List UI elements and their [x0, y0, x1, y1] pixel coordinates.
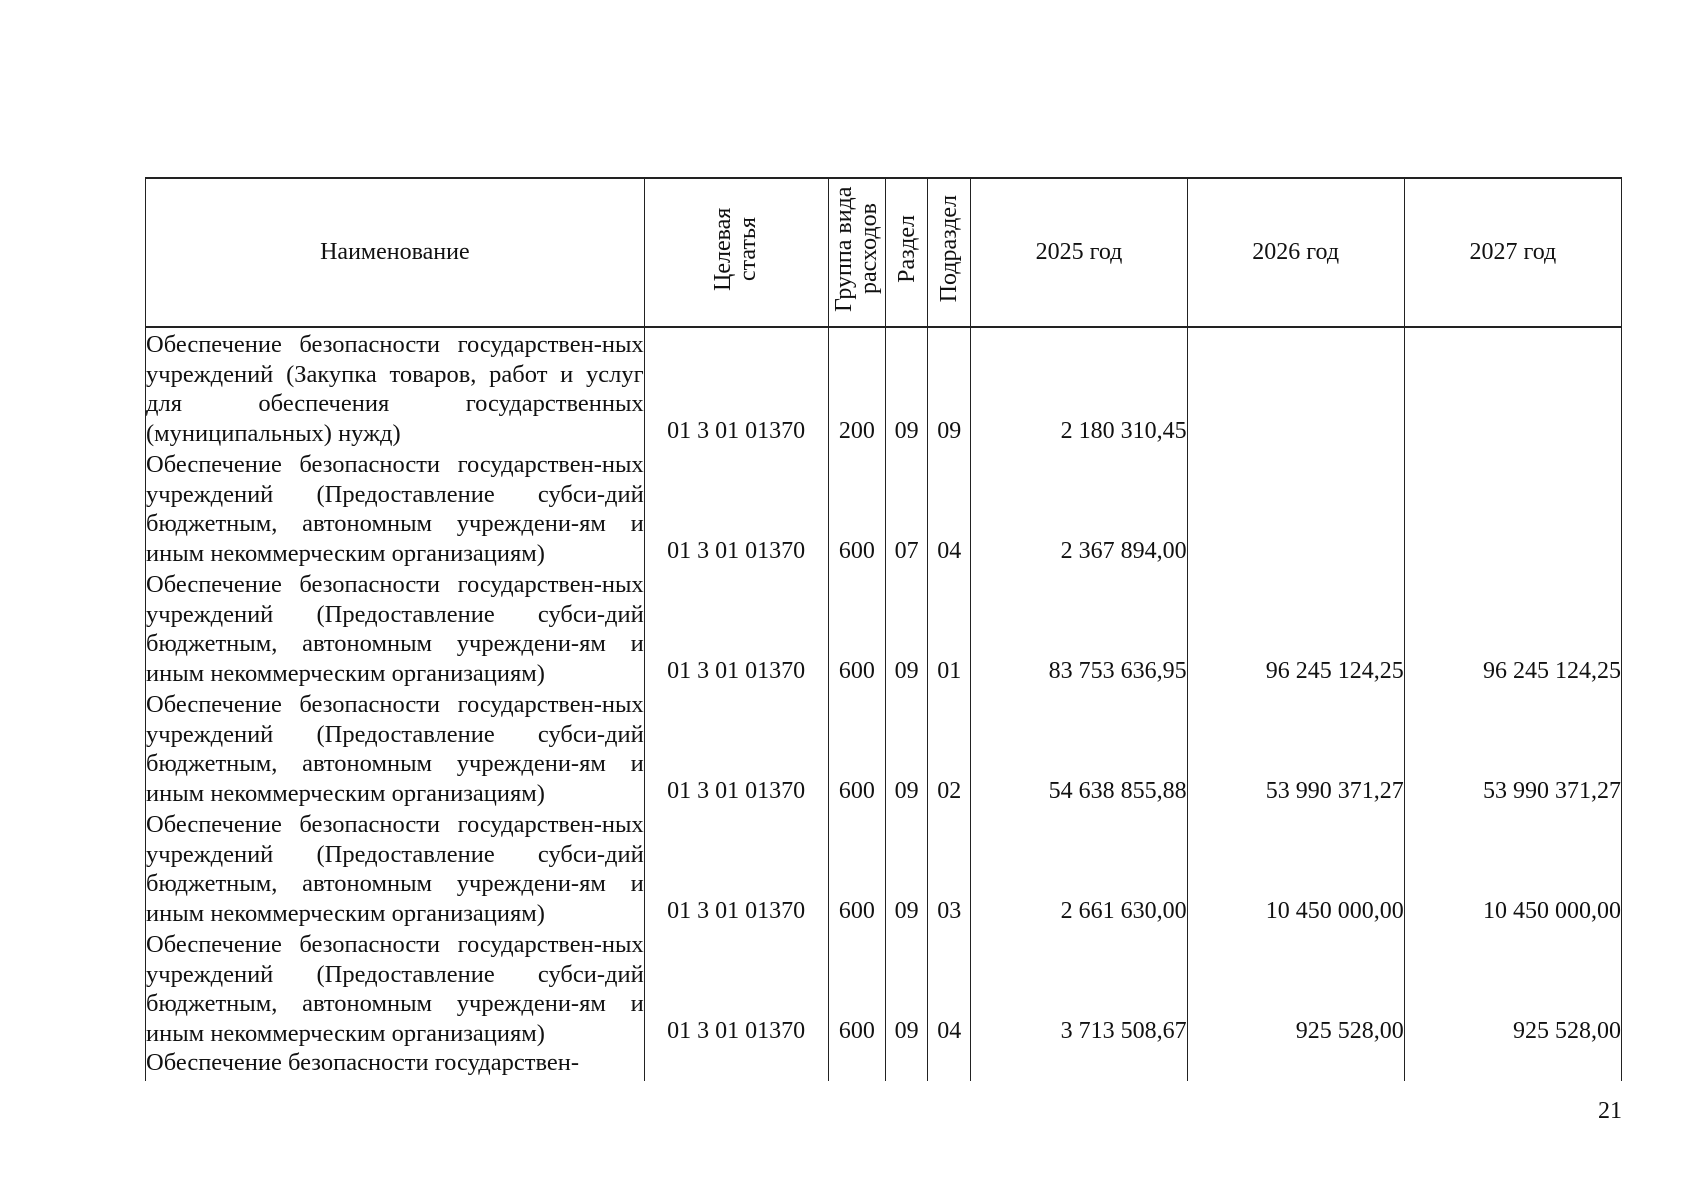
row-value-2025: 83 753 636,95 — [971, 568, 1187, 688]
row-name: Обеспечение безопасности государствен-ных учреждений (Закупка товаров, работ и услуг для обеспечения государственных (муниципальных) нужд) — [146, 327, 645, 448]
table-row-partial — [146, 1048, 1622, 1081]
header-subsection: Подраздел — [928, 178, 971, 327]
row-expense-group: 200 — [828, 327, 885, 448]
table-row — [146, 688, 1622, 808]
row-name: Обеспечение безопасности государствен-ных учреждений (Предоставление субси-дий бюджетным, автономным учреждени-ям и иным некоммерческим организациям) — [146, 808, 645, 928]
row-subsection — [928, 1048, 971, 1081]
row-value-2027: 53 990 371,27 — [1404, 688, 1621, 808]
row-value-2025 — [971, 1048, 1187, 1081]
row-value-2026: 10 450 000,00 — [1187, 808, 1404, 928]
row-section — [885, 1048, 927, 1081]
row-expense-group: 600 — [828, 928, 885, 1048]
row-target-article: 01 3 01 01370 — [644, 448, 828, 568]
row-name: Обеспечение безопасности государствен-ных учреждений (Предоставление субси-дий бюджетным, автономным учреждени-ям и иным некоммерческим организациям) — [146, 568, 645, 688]
row-target-article: 01 3 01 01370 — [644, 688, 828, 808]
row-target-article: 01 3 01 01370 — [644, 568, 828, 688]
page-number: 21 — [1598, 1098, 1622, 1124]
row-subsection: 02 — [928, 688, 971, 808]
row-subsection: 04 — [928, 928, 971, 1048]
header-2026: 2026 год — [1187, 178, 1404, 327]
row-value-2025: 2 661 630,00 — [971, 808, 1187, 928]
row-subsection: 09 — [928, 327, 971, 448]
row-value-2027 — [1404, 327, 1621, 448]
row-value-2026 — [1187, 1048, 1404, 1081]
header-section: Раздел — [885, 178, 927, 327]
budget-table — [145, 177, 1622, 1081]
row-value-2027 — [1404, 448, 1621, 568]
row-value-2025: 2 367 894,00 — [971, 448, 1187, 568]
row-value-2026: 925 528,00 — [1187, 928, 1404, 1048]
row-section: 07 — [885, 448, 927, 568]
header-2025: 2025 год — [971, 178, 1187, 327]
row-target-article: 01 3 01 01370 — [644, 808, 828, 928]
table-header-row — [146, 178, 1622, 327]
row-subsection: 03 — [928, 808, 971, 928]
row-name: Обеспечение безопасности государствен-ных учреждений (Предоставление субси-дий бюджетным, автономным учреждени-ям и иным некоммерческим организациям) — [146, 688, 645, 808]
row-section: 09 — [885, 688, 927, 808]
table-row — [146, 568, 1622, 688]
row-value-2025: 54 638 855,88 — [971, 688, 1187, 808]
row-section: 09 — [885, 928, 927, 1048]
table-row — [146, 327, 1622, 448]
row-target-article: 01 3 01 01370 — [644, 928, 828, 1048]
row-value-2027 — [1404, 1048, 1621, 1081]
table-row — [146, 808, 1622, 928]
header-expense-group: Группа вида расходов — [828, 178, 885, 327]
row-target-article: 01 3 01 01370 — [644, 327, 828, 448]
row-value-2027: 10 450 000,00 — [1404, 808, 1621, 928]
row-value-2025: 2 180 310,45 — [971, 327, 1187, 448]
row-name: Обеспечение безопасности государствен-ных учреждений (Предоставление субси-дий бюджетным, автономным учреждени-ям и иным некоммерческим организациям) — [146, 928, 645, 1048]
row-target-article — [644, 1048, 828, 1081]
row-section: 09 — [885, 327, 927, 448]
table-row — [146, 928, 1622, 1048]
row-section: 09 — [885, 808, 927, 928]
row-value-2025: 3 713 508,67 — [971, 928, 1187, 1048]
row-subsection: 04 — [928, 448, 971, 568]
row-expense-group — [828, 1048, 885, 1081]
row-subsection: 01 — [928, 568, 971, 688]
row-value-2027: 96 245 124,25 — [1404, 568, 1621, 688]
header-target-article: Целевая статья — [644, 178, 828, 327]
row-expense-group: 600 — [828, 568, 885, 688]
row-name: Обеспечение безопасности государствен- — [146, 1048, 645, 1081]
row-name: Обеспечение безопасности государствен-ных учреждений (Предоставление субси-дий бюджетным, автономным учреждени-ям и иным некоммерческим организациям) — [146, 448, 645, 568]
header-2027: 2027 год — [1404, 178, 1621, 327]
row-value-2026 — [1187, 448, 1404, 568]
row-value-2026: 53 990 371,27 — [1187, 688, 1404, 808]
row-expense-group: 600 — [828, 448, 885, 568]
table-row — [146, 448, 1622, 568]
row-value-2026: 96 245 124,25 — [1187, 568, 1404, 688]
row-section: 09 — [885, 568, 927, 688]
row-expense-group: 600 — [828, 688, 885, 808]
row-value-2027: 925 528,00 — [1404, 928, 1621, 1048]
header-name: Наименование — [146, 178, 645, 327]
row-expense-group: 600 — [828, 808, 885, 928]
row-value-2026 — [1187, 327, 1404, 448]
